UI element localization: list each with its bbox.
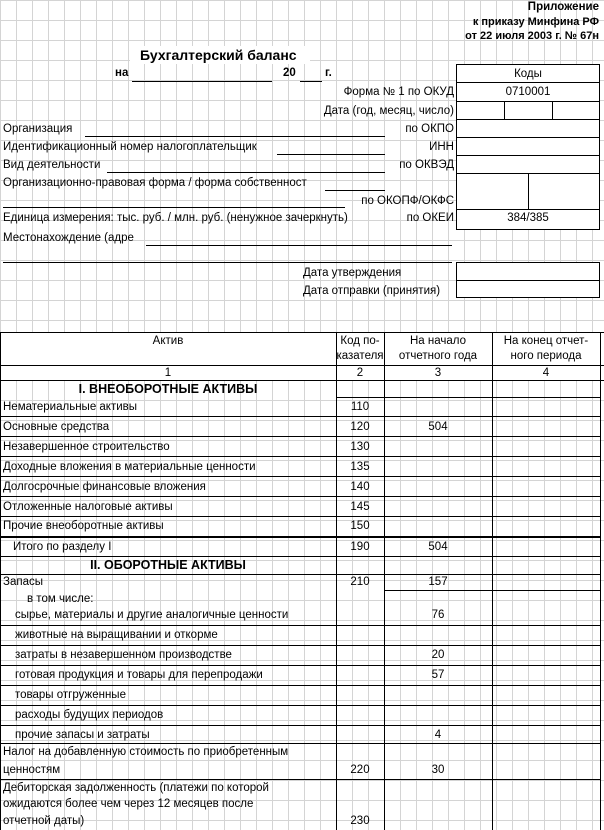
date-underline[interactable] bbox=[132, 81, 272, 82]
row-name: прочие запасы и затраты bbox=[15, 729, 150, 741]
unit-label: Единица измерения: тыс. руб. / млн. руб. (ненужное зачеркнуть) bbox=[3, 212, 348, 224]
date-code-label: Дата (год, месяц, число) bbox=[323, 105, 454, 117]
location-field[interactable] bbox=[146, 245, 452, 246]
col-header-end-2: ного периода bbox=[510, 350, 582, 362]
col-number: 2 bbox=[356, 367, 364, 379]
organization-field[interactable] bbox=[85, 136, 385, 137]
row-name: Долгосрочные финансовые вложения bbox=[3, 481, 206, 493]
row-start-value[interactable]: 20 bbox=[431, 649, 445, 661]
row-code: 190 bbox=[350, 541, 370, 553]
codes-title: Коды bbox=[514, 68, 542, 80]
col-header-code-1: Код по- bbox=[340, 335, 380, 347]
year-underline[interactable] bbox=[300, 81, 322, 82]
row-name: затраты в незавершенном производстве bbox=[15, 649, 232, 661]
location-field-2[interactable] bbox=[3, 262, 452, 263]
order-line-1: к приказу Минфина РФ bbox=[472, 16, 599, 28]
col-header-start-1: На начало bbox=[409, 335, 466, 347]
activity-field[interactable] bbox=[107, 172, 385, 173]
row-start-value[interactable]: 504 bbox=[428, 421, 448, 433]
row-name: готовая продукция и товары для перепродажи bbox=[15, 669, 263, 681]
page-title: Бухгалтерский баланс bbox=[140, 47, 297, 63]
row-code: 210 bbox=[350, 576, 370, 588]
col-number: 4 bbox=[542, 367, 550, 379]
row-code: 120 bbox=[350, 421, 370, 433]
row-name: Доходные вложения в материальные ценности bbox=[3, 461, 256, 473]
row-name: сырье, материалы и другие аналогичные ценности bbox=[15, 609, 289, 621]
location-label: Местонахождение (адре bbox=[3, 232, 134, 244]
row-start-value[interactable]: 157 bbox=[428, 576, 448, 588]
total-row-name: Итого по разделу I bbox=[13, 541, 112, 553]
okud-value[interactable]: 0710001 bbox=[505, 86, 551, 98]
col-number: 3 bbox=[434, 367, 442, 379]
row-code: 220 bbox=[350, 764, 370, 776]
row-code: 150 bbox=[350, 520, 370, 532]
col-header-asset: Актив bbox=[152, 335, 184, 347]
row-code: 140 bbox=[350, 481, 370, 493]
row-name-line-2: ожидаются более чем через 12 месяцев после bbox=[3, 798, 254, 810]
row-code: 135 bbox=[350, 461, 370, 473]
okopf-label: по ОКОПФ/ОКФС bbox=[361, 195, 454, 207]
legal-form-label: Организационно-правовая форма / форма собственност bbox=[3, 177, 307, 189]
legal-form-field-2[interactable] bbox=[3, 207, 345, 208]
col-header-code-2: казателя bbox=[336, 350, 384, 362]
row-code: 145 bbox=[350, 501, 370, 513]
sent-date-label: Дата отправки (принятия) bbox=[303, 285, 441, 297]
legal-form-field[interactable] bbox=[325, 190, 385, 191]
col-header-start-2: отчетного года bbox=[398, 350, 478, 362]
date-prefix: на bbox=[115, 67, 129, 79]
order-line-2: от 22 июля 2003 г. № 67н bbox=[465, 30, 599, 42]
row-start-value[interactable]: 30 bbox=[431, 764, 445, 776]
inn-label: Идентификационный номер налогоплательщик bbox=[3, 141, 257, 153]
row-name: Прочие внеоборотные активы bbox=[3, 520, 164, 532]
row-name-line-3: отчетной даты) bbox=[3, 815, 85, 827]
col-header-end-1: На конец отчет- bbox=[503, 335, 589, 347]
okei-label: по ОКЕИ bbox=[406, 212, 454, 224]
okei-value[interactable]: 384/385 bbox=[507, 212, 549, 224]
section-1-title: I. ВНЕОБОРОТНЫЕ АКТИВЫ bbox=[78, 382, 258, 396]
row-code: 230 bbox=[350, 815, 370, 827]
row-start-value[interactable]: 504 bbox=[428, 541, 448, 553]
row-start-value[interactable]: 76 bbox=[431, 609, 445, 621]
approval-date-label: Дата утверждения bbox=[303, 267, 402, 279]
inn-code-label: ИНН bbox=[429, 141, 454, 153]
including-label: в том числе: bbox=[27, 593, 94, 605]
row-code: 130 bbox=[350, 441, 370, 453]
organization-label: Организация bbox=[3, 123, 73, 135]
row-start-value[interactable]: 57 bbox=[431, 669, 445, 681]
row-name: Основные средства bbox=[3, 421, 110, 433]
row-name: Отложенные налоговые активы bbox=[3, 501, 173, 513]
row-name: расходы будущих периодов bbox=[15, 709, 164, 721]
row-name-line-1: Дебиторская задолженность (платежи по которой bbox=[3, 782, 269, 794]
okpo-label: по ОКПО bbox=[405, 123, 454, 135]
row-start-value[interactable]: 4 bbox=[434, 729, 442, 741]
col-number: 1 bbox=[164, 367, 172, 379]
section-2-title: II. ОБОРОТНЫЕ АКТИВЫ bbox=[90, 558, 246, 572]
row-name-line-2: ценностям bbox=[3, 764, 61, 776]
appendix-label: Приложение bbox=[527, 1, 599, 13]
row-name: Незавершенное строительство bbox=[3, 441, 170, 453]
row-name: товары отгруженные bbox=[15, 689, 126, 701]
row-name: Запасы bbox=[3, 576, 43, 588]
row-name-line-1: Налог на добавленную стоимость по приобретенным bbox=[3, 746, 289, 758]
row-name: животные на выращивании и откорме bbox=[15, 629, 218, 641]
okud-label: Форма № 1 по ОКУД bbox=[343, 86, 454, 98]
row-code: 110 bbox=[350, 401, 370, 413]
activity-label: Вид деятельности bbox=[3, 159, 101, 171]
row-name: Нематериальные активы bbox=[3, 401, 138, 413]
okved-label: по ОКВЭД bbox=[399, 159, 454, 171]
year-prefix: 20 bbox=[283, 67, 296, 79]
year-suffix: г. bbox=[325, 67, 332, 79]
inn-field[interactable] bbox=[277, 154, 385, 155]
